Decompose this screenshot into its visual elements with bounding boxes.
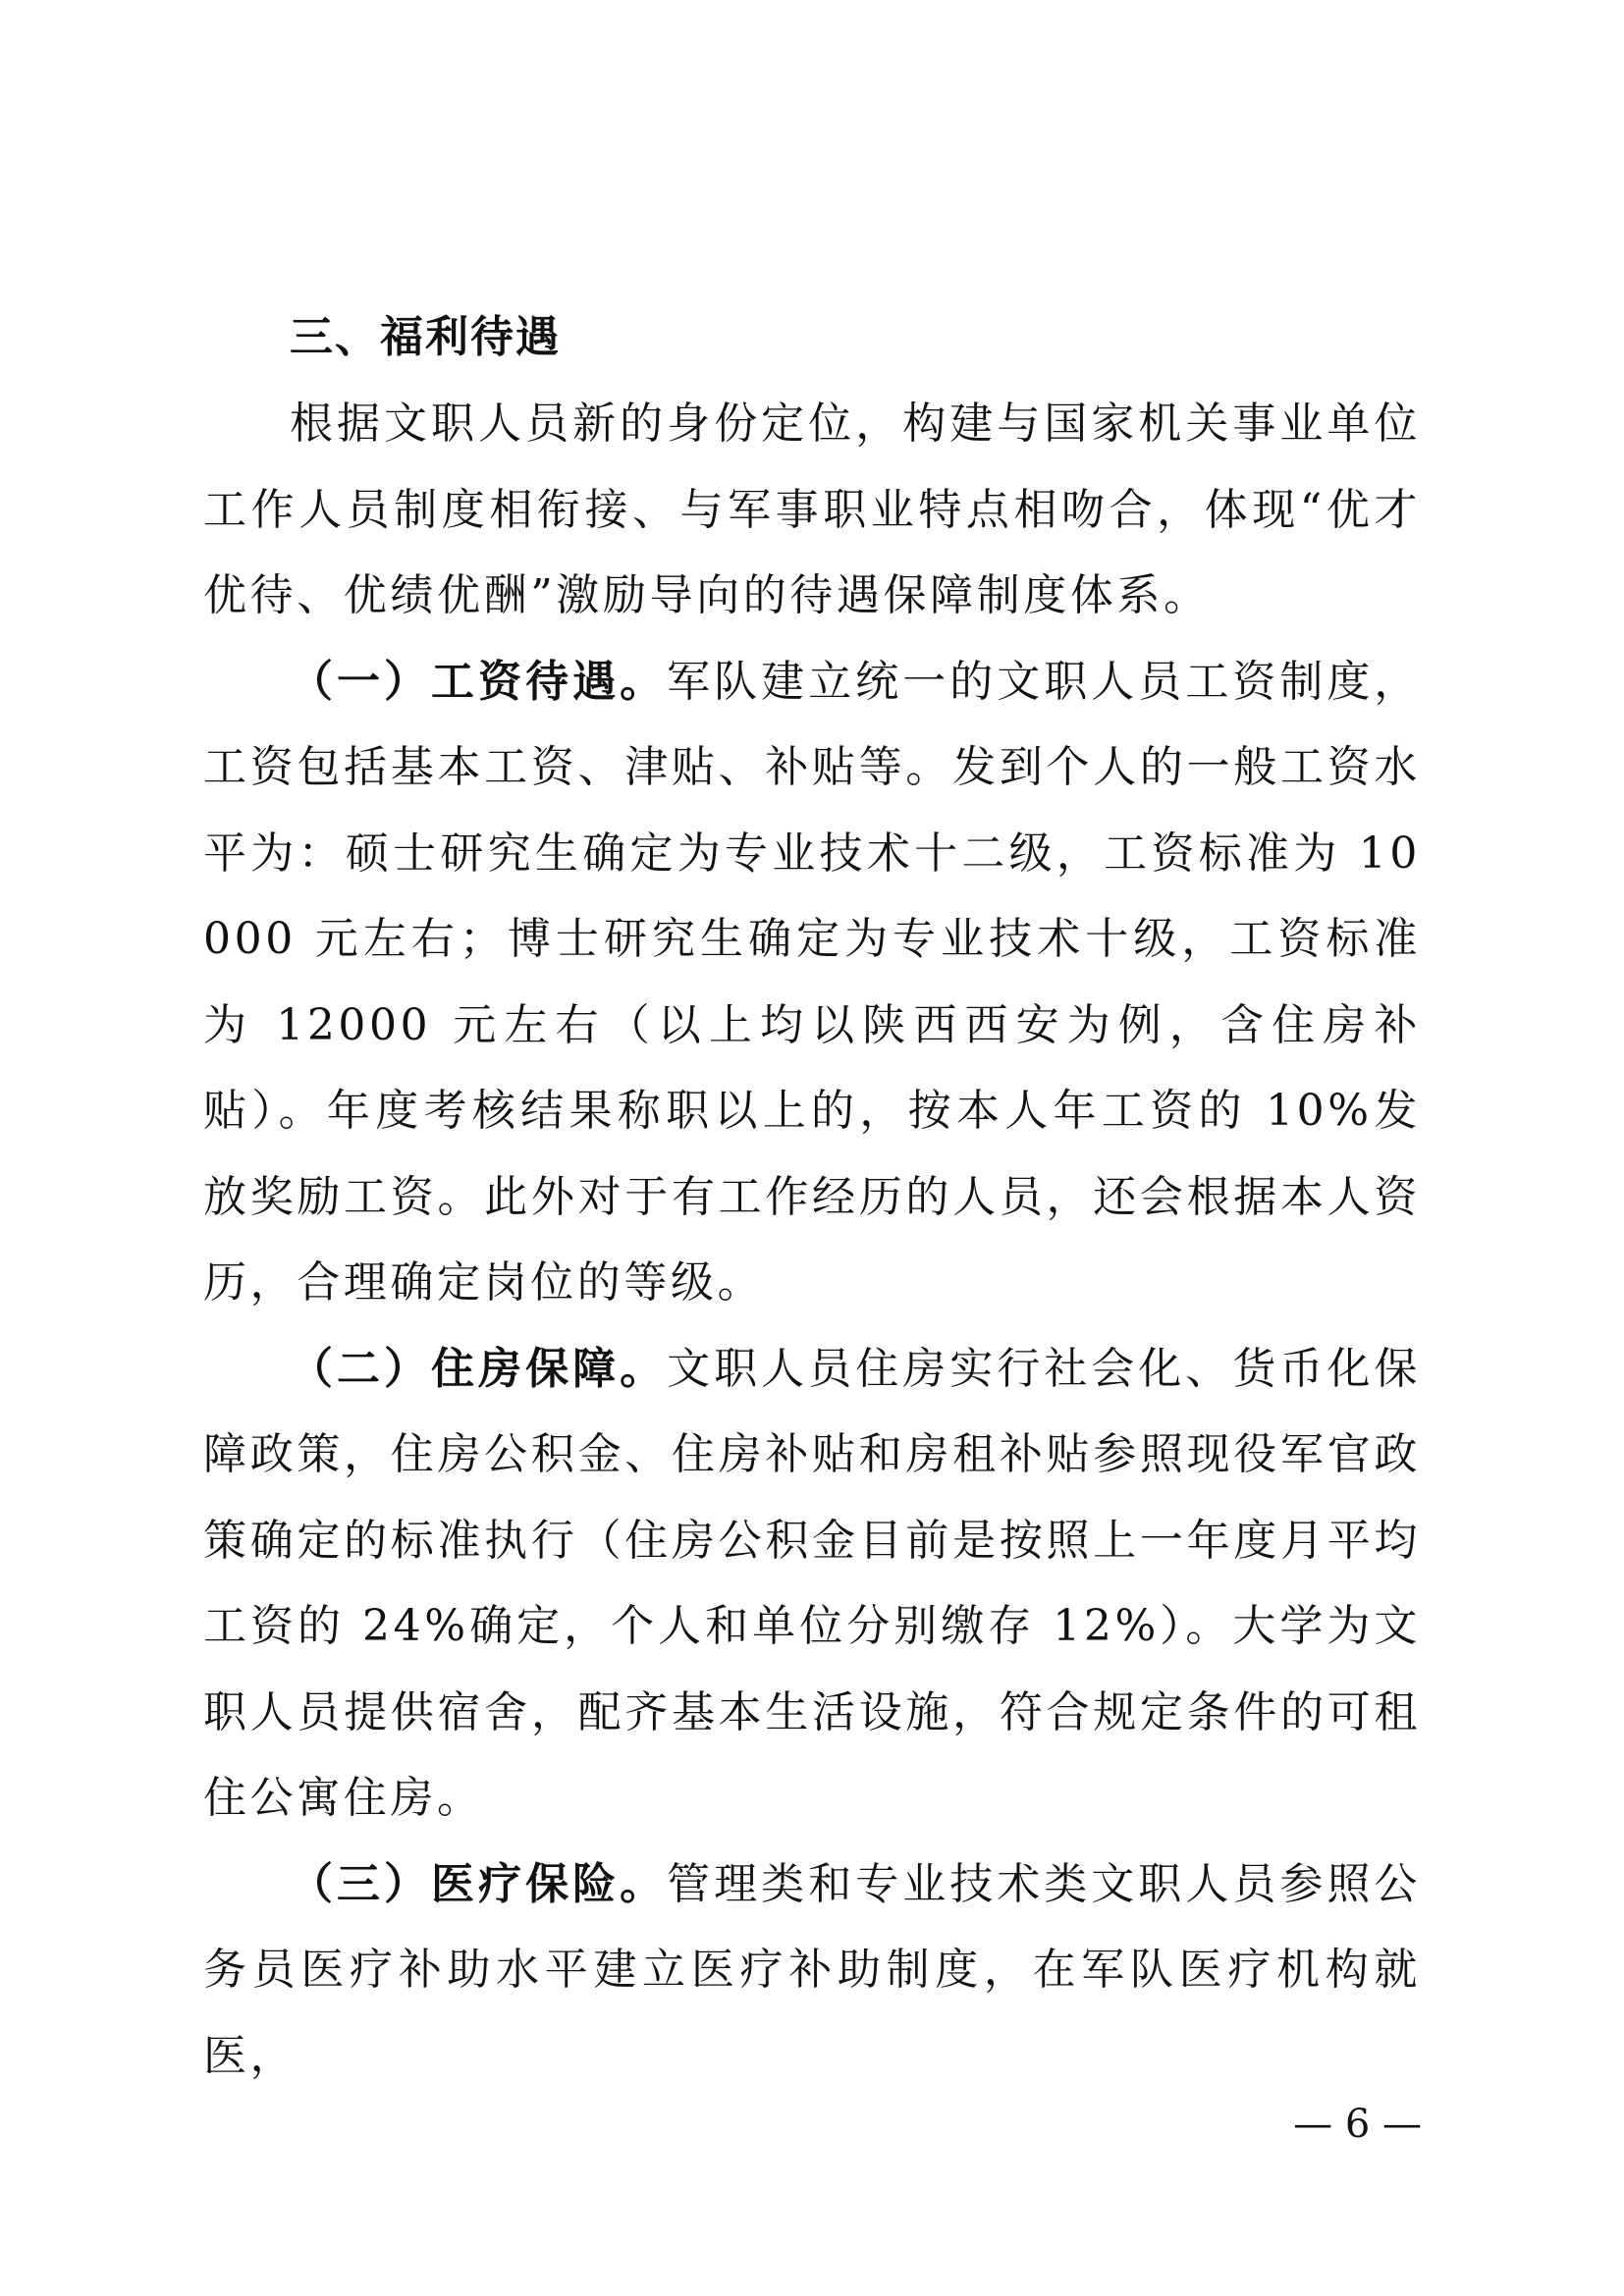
housing-lead: （二）住房保障。: [290, 1343, 668, 1394]
document-page: [203, 294, 1421, 2099]
page-number: — 6 —: [1293, 2102, 1422, 2147]
section-heading: 三、福利待遇: [290, 312, 561, 362]
salary-lead: （一）工资待遇。: [290, 656, 668, 707]
intro-paragraph: 根据文职人员新的身份定位，构建与国家机关事业单位工作人员制度相衔接、与军事职业特点相吻合，体现“优才优待、优绩优酬”激励导向的待遇保障制度体系。: [203, 399, 1421, 620]
medical-text: 管理类和专业技术类文职人员参照公务员医疗补助水平建立医疗补助制度，在军队医疗机构就医，: [203, 1858, 1421, 2081]
housing-paragraph: [203, 1326, 1421, 1842]
housing-text: 文职人员住房实行社会化、货币化保障政策，住房公积金、住房补贴和房租补贴参照现役军官政策确定的标准执行（住房公积金目前是按照上一年度月平均工资的 24%确定，个人和单位分别缴存 12%）。大学为文职人员提供宿舍，配齐基本生活设施，符合规定条件的可租住公寓住房。: [203, 1343, 1421, 1823]
medical-paragraph: [203, 1842, 1421, 2100]
salary-paragraph: [203, 639, 1421, 1326]
medical-lead: （三）医疗保险。: [290, 1858, 668, 1909]
salary-text: 军队建立统一的文职人员工资制度，工资包括基本工资、津贴、补贴等。发到个人的一般工资水平为：硕士研究生确定为专业技术十二级，工资标准为 10000 元左右；博士研究生确定为专业技术十级，工资标准为 12000 元左右（以上均以陕西西安为例，含住房补贴）。年度考核结果称职以上的，按本人年工资的 10%发放奖励工资。此外对于有工作经历的人员，还会根据本人资历，合理确定岗位的等级。: [203, 656, 1421, 1308]
